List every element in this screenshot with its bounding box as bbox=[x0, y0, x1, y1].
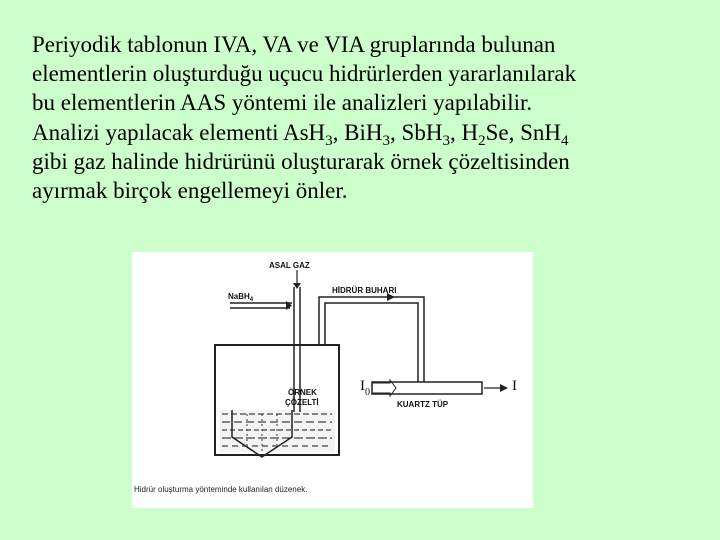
quartz-tube bbox=[372, 382, 482, 394]
diagram-svg bbox=[132, 252, 533, 508]
paragraph-line-formulas: Analizi yapılacak elementi AsH$_3$, BiH$_3$, SbH$_3$, $H_2Se$, SnH$_4$ bbox=[32, 119, 569, 149]
formula-sbh3: SbH$_3$ bbox=[401, 119, 450, 149]
beam-out-arrowhead bbox=[500, 384, 508, 392]
paragraph-line: gibi gaz halinde hidrürünü oluşturarak örnek çözeltisinden bbox=[32, 148, 570, 174]
label-quartz-tube: KUARTZ TÜP bbox=[397, 400, 449, 409]
description-paragraph bbox=[32, 30, 702, 205]
label-sample-line2: ÇÖZELTİ bbox=[285, 398, 319, 407]
figure-caption: Hidrür oluşturma yönteminde kullanılan düzenek. bbox=[134, 485, 308, 494]
label-hydride-vapor: HİDRÜR BUHARI bbox=[332, 286, 397, 295]
label-inert-gas: ASAL GAZ bbox=[269, 261, 310, 270]
paragraph-line: ayırmak birçok engellemeyi önler. bbox=[32, 178, 348, 204]
label-i: I bbox=[512, 378, 517, 394]
hydride-generation-diagram bbox=[132, 252, 533, 508]
label-reagent: NaBH$_4$ bbox=[228, 292, 254, 303]
label-i0: $I_0$ bbox=[360, 378, 370, 398]
paragraph-line: elementlerin oluşturduğu uçucu hidrürlerden yararlanılarak bbox=[32, 61, 577, 87]
formula-h2se: $H_2Se$ bbox=[461, 119, 509, 149]
formula-ash3: AsH$_3$ bbox=[282, 119, 333, 149]
paragraph-line: Periyodik tablonun IVA, VA ve VIA gruplarında bulunan bbox=[32, 32, 556, 57]
formula-snh4: SnH$_4$ bbox=[520, 119, 569, 149]
hydride-vapor-tube bbox=[319, 297, 424, 382]
formula-bih3: BiH$_3$ bbox=[344, 119, 391, 149]
label-sample-line1: ÖRNEK bbox=[288, 388, 317, 397]
paragraph-line: bu elementlerin AAS yöntemi ile analizleri yapılabilir. bbox=[32, 90, 533, 116]
